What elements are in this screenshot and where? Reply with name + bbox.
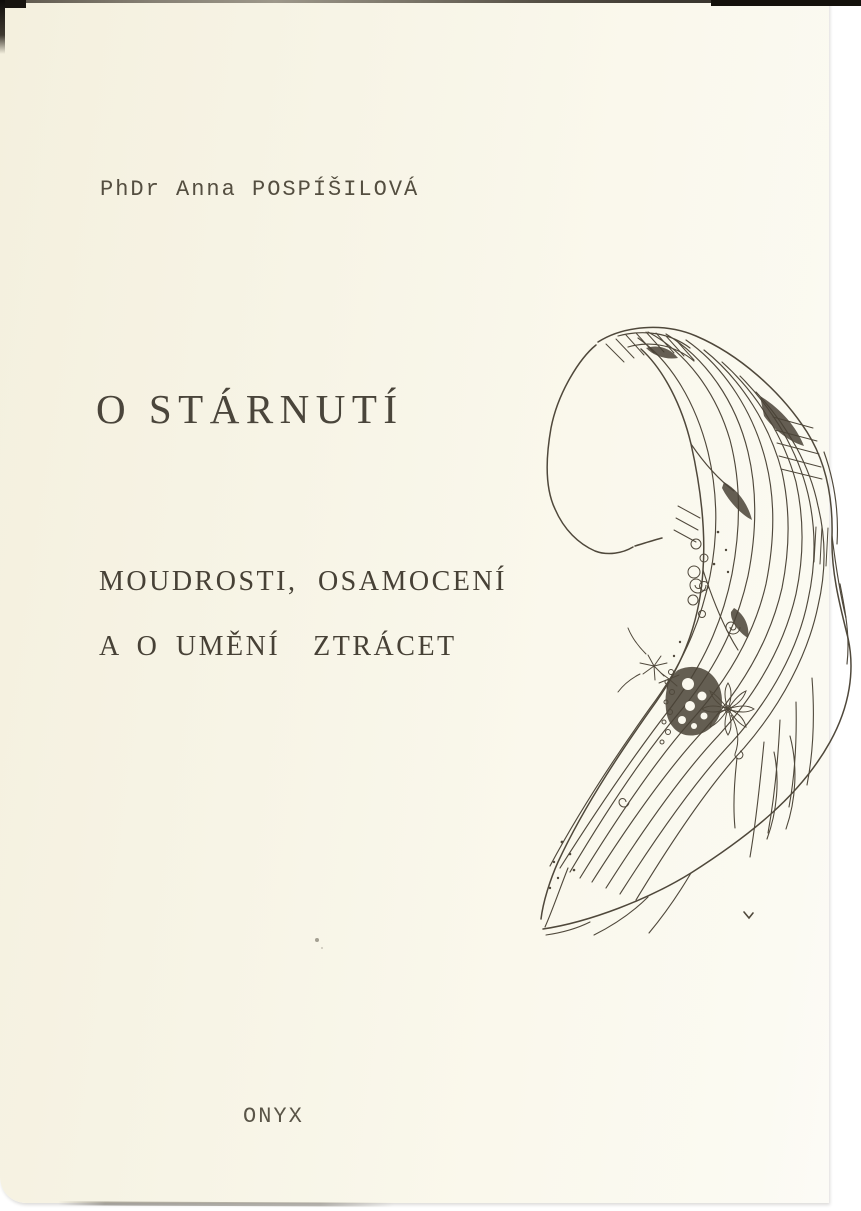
scanner-edge-left [0,0,5,54]
subtitle-line-2: A O UMĚNÍ ZTRÁCET [99,631,457,662]
page-bottom-shadow [58,1201,394,1206]
author-line: PhDr Anna POSPÍŠILOVÁ [100,177,420,202]
publisher-name: ONYX [243,1104,304,1129]
face-outline [547,345,633,554]
outline-group [541,327,851,929]
scanner-edge-top-right [711,0,861,6]
woman-hair-illustration [528,322,858,942]
hair-inner-edge [541,349,704,919]
paper-speck [315,938,319,942]
subtitle-line-1: MOUDROSTI, OSAMOCENÍ [99,566,507,597]
ink-tick-mark [744,912,753,918]
jaw-line [635,538,662,546]
book-title: O STÁRNUTÍ [96,386,404,432]
